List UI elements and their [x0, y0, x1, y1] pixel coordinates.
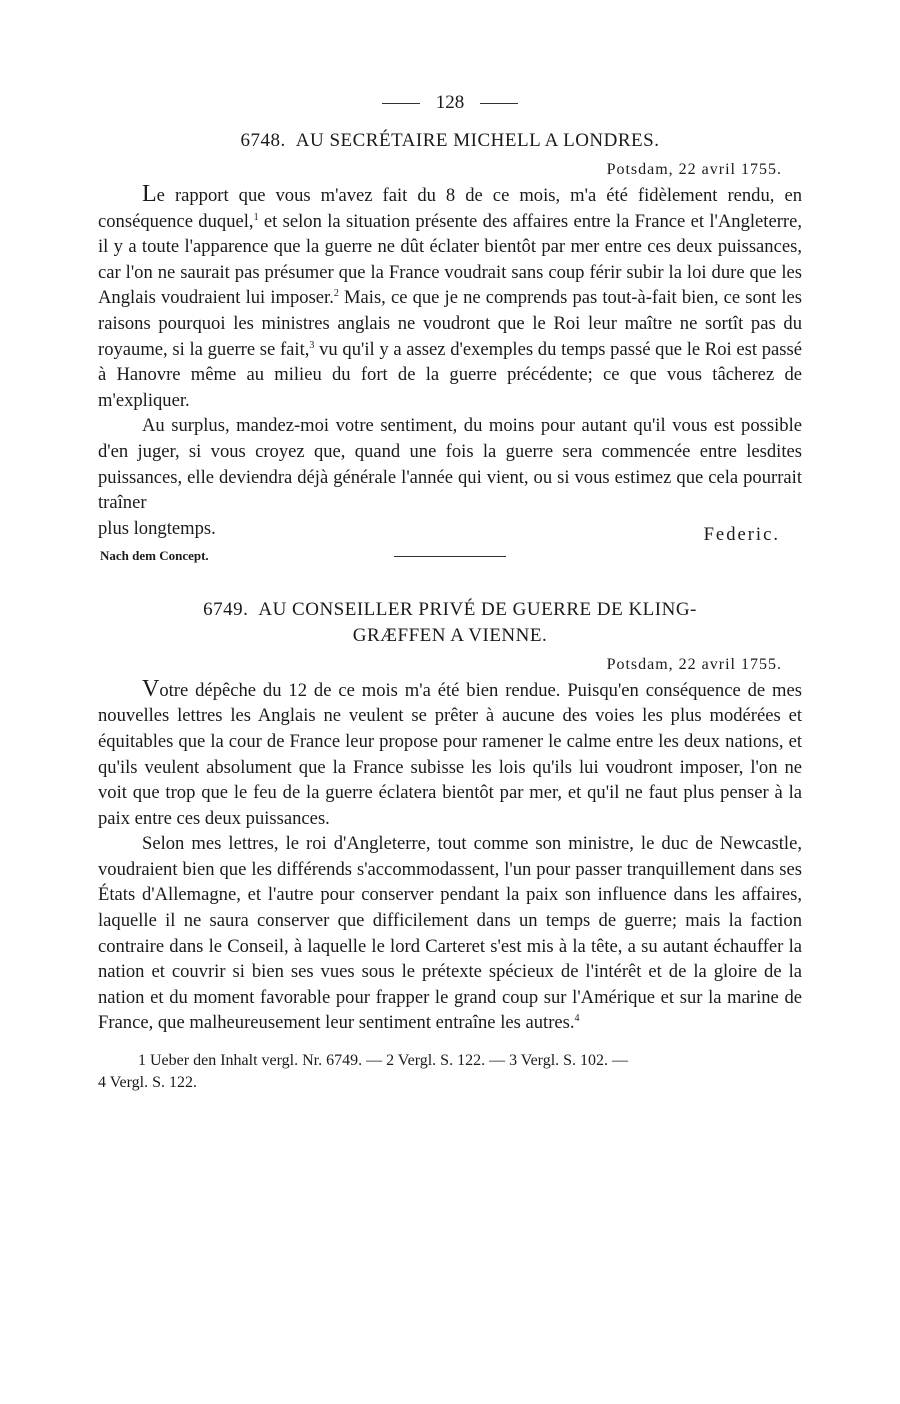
- paragraph-text: otre dépêche du 12 de ce mois m'a été bien rendue. Puisqu'en conséquence de mes nouvelles lettres les Anglais ne veulent se prêter à aucune des voies les plus modérées et équitables que la cour de France leur propose pour ramener le calme entre les deux nations, et qu'ils veulent absolument que la France subisse les lois qu'ils lui voudront imposer, l'on ne voit que trop que le feu de la guerre éclatera bientôt par mer, et qu'il ne faut plus penser à la paix entre ces deux puissances.: [98, 679, 802, 829]
- page-number-dash-right: [480, 103, 518, 104]
- letter-paragraph: Au surplus, mandez-moi votre sentiment, du moins pour autant qu'il vous est possible d'en juger, si vous croyez que, quand une fois la guerre sera commencée entre lesdites puissances, elle deviendra déjà générale l'année qui vient, ou si vous estimez que cela pourrait traîner: [98, 415, 802, 514]
- source-note: Nach dem Concept.: [100, 547, 209, 563]
- footnotes: [98, 1050, 802, 1094]
- letter-dateline: Potsdam, 22 avril 1755.: [606, 161, 782, 178]
- paragraph-last-line: plus longtemps.: [98, 517, 216, 539]
- letter-heading: [128, 128, 772, 154]
- page-number-row: [98, 92, 802, 128]
- footnote-ref: 2: [333, 288, 339, 300]
- letter-dateline: Potsdam, 22 avril 1755.: [606, 655, 782, 673]
- letter-paragraph: [98, 182, 802, 413]
- letter-number: 6749.: [203, 598, 249, 620]
- letter-title-line1: AU CONSEILLER PRIVÉ DE GUERRE DE KLING-: [258, 598, 697, 620]
- letter-heading: [128, 597, 772, 649]
- letter-6749: [98, 597, 802, 1036]
- letter-title-line2: GRÆFFEN A VIENNE.: [352, 624, 548, 646]
- paragraph-text: et selon la situation présente des affaires entre la France et l'Angleterre, il y a toute l'apparence que la guerre ne dût éclater bientôt par mer entre ces deux puissances, car l'on ne saurait pas présumer que la France voudrait sans coup férir subir la loi dure que les Anglais voudraient lui imposer.: [98, 210, 803, 309]
- paragraph-text: Selon mes lettres, le roi d'Angleterre, tout comme son ministre, le duc de Newcastle, voudraient bien que les différends s'accommodassent, l'un pour passer tranquillement dans ses États d'Allemagne, et l'autre pour conserver pendant la paix son influence dans les affaires, laquelle il ne saura conserver que difficilement dans un temps de guerre; mais la faction contraire dans le Conseil, à laquelle le lord Carteret s'est mis à la tête, a su autant échauffer la nation et couvrir si bien ses vues sous le prétexte spécieux de l'intérêt et de la gloire de la nation et du moment favorable pour frapper le grand coup sur l'Amérique et sur la marine de France, que malheureusement leur sentiment entraîne les autres.: [98, 833, 802, 1034]
- letter-6748: [98, 128, 803, 563]
- footnote-ref: 3: [309, 339, 315, 351]
- signature: Federic.: [703, 523, 780, 545]
- letter-number: 6748.: [240, 130, 286, 151]
- letter-paragraph: [98, 831, 802, 1036]
- letter-paragraph: [98, 677, 802, 832]
- footnote-line: 4 Vergl. S. 122.: [98, 1074, 197, 1092]
- page-number: 128: [435, 92, 465, 113]
- paragraph-initial: V: [142, 675, 160, 702]
- paragraph-initial: L: [142, 181, 157, 207]
- paragraph-text: Mais, ce que je ne comprends pas tout-à-fait bien, ce sont les raisons pourquoi les ministres anglais ne voudront que le Roi leur maître ne sortît pas du royaume, si la guerre se fait,: [98, 287, 802, 360]
- footnote-line: 1 Ueber den Inhalt vergl. Nr. 6749. — 2 Vergl. S. 122. — 3 Vergl. S. 102. —: [138, 1052, 629, 1070]
- paragraph-text: vu qu'il y a assez d'exemples du temps passé que le Roi est passé à Hanovre même au milieu du fort de la guerre précédente; ce que vous tâcherez de m'expliquer.: [98, 338, 802, 411]
- page-number-dash-left: [382, 103, 420, 104]
- document-page: [98, 92, 802, 1094]
- paragraph-text: e rapport que vous m'avez fait du 8 de ce mois, m'a été fidèlement rendu, en conséquence duquel,: [98, 185, 802, 232]
- footnote-ref: 4: [574, 1013, 580, 1025]
- signature-row: [98, 516, 802, 546]
- section-divider: [394, 556, 506, 557]
- letter-title: AU SECRÉTAIRE MICHELL A LONDRES.: [295, 130, 660, 151]
- footnote-ref: 1: [253, 211, 259, 223]
